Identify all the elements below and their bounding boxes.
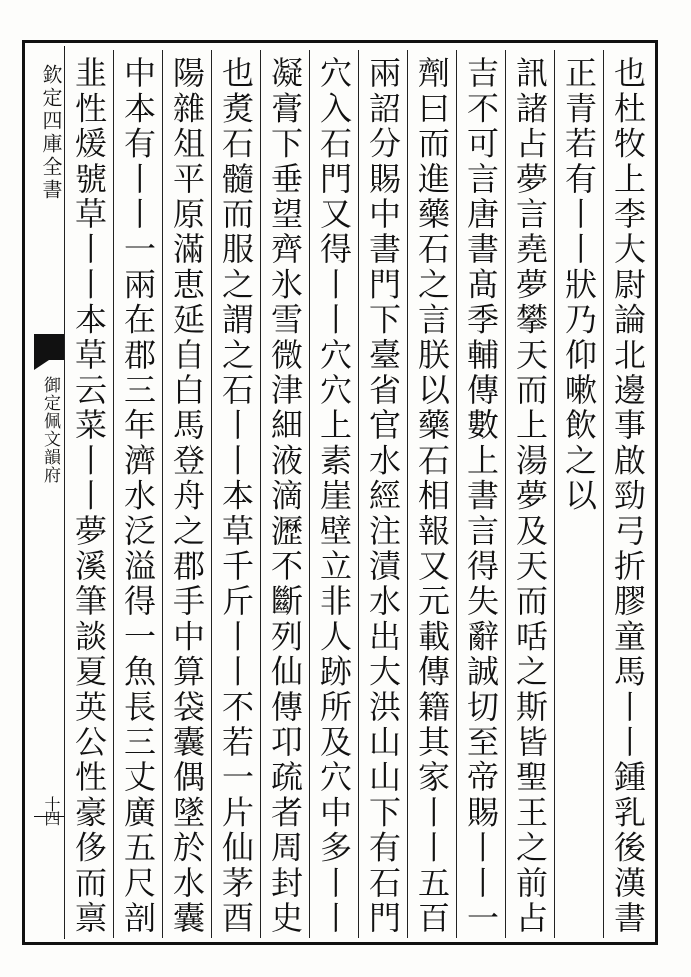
page-number: 十四 (42, 796, 61, 824)
text-column: 劑曰而進藥石之言朕以藥石相報又元載傳籍其家丨丨五百 (407, 50, 456, 938)
library-title: 欽定四庫全書 (39, 64, 63, 202)
text-column: 韭性煖號草丨丨本草云菜丨丨夢溪筆談夏英公性豪侈而禀 (64, 50, 113, 938)
text-column: 兩詔分賜中書門下臺省官水經注漬水出大洪山山下有石門 (358, 50, 407, 938)
text-column: 吉不可言唐書髙季輔傳數上書言得失辭誠切至帝賜丨丨一 (456, 50, 505, 938)
text-column: 凝膏下垂望齊氷雪微津細液滴瀝不斷列仙傳卭疏者周封史 (260, 50, 309, 938)
text-column: 中本有丨丨一兩在郡三年濟水泛溢得一魚長三丈廣五尺剖 (113, 50, 162, 938)
text-column: 訊諸占夢言堯夢攀天而上湯夢及天而咶之斯皆聖王之前占 (505, 50, 554, 938)
center-gutter (34, 46, 65, 939)
text-column: 穴入石門又得丨丨穴穴上素崖壁立非人跡所及穴中多丨丨 (309, 50, 358, 938)
text-columns (64, 50, 652, 938)
book-title: 御定佩文韻府 (40, 376, 60, 484)
fish-tail-mark (34, 334, 64, 360)
text-column: 也煑石髓而服之謂之石丨丨本草千斤丨丨不若一片仙茅酉 (211, 50, 260, 938)
text-column: 正青若有丨丨狀乃仰嗽飲之以 (554, 50, 603, 938)
text-column: 也杜牧上李大尉論北邊事啟勁弓折膠童馬丨丨鍾乳後漢書 (603, 50, 652, 938)
text-column: 陽雜俎平原滿恵延自白馬登舟之郡手中算袋囊偶墜於水囊 (162, 50, 211, 938)
